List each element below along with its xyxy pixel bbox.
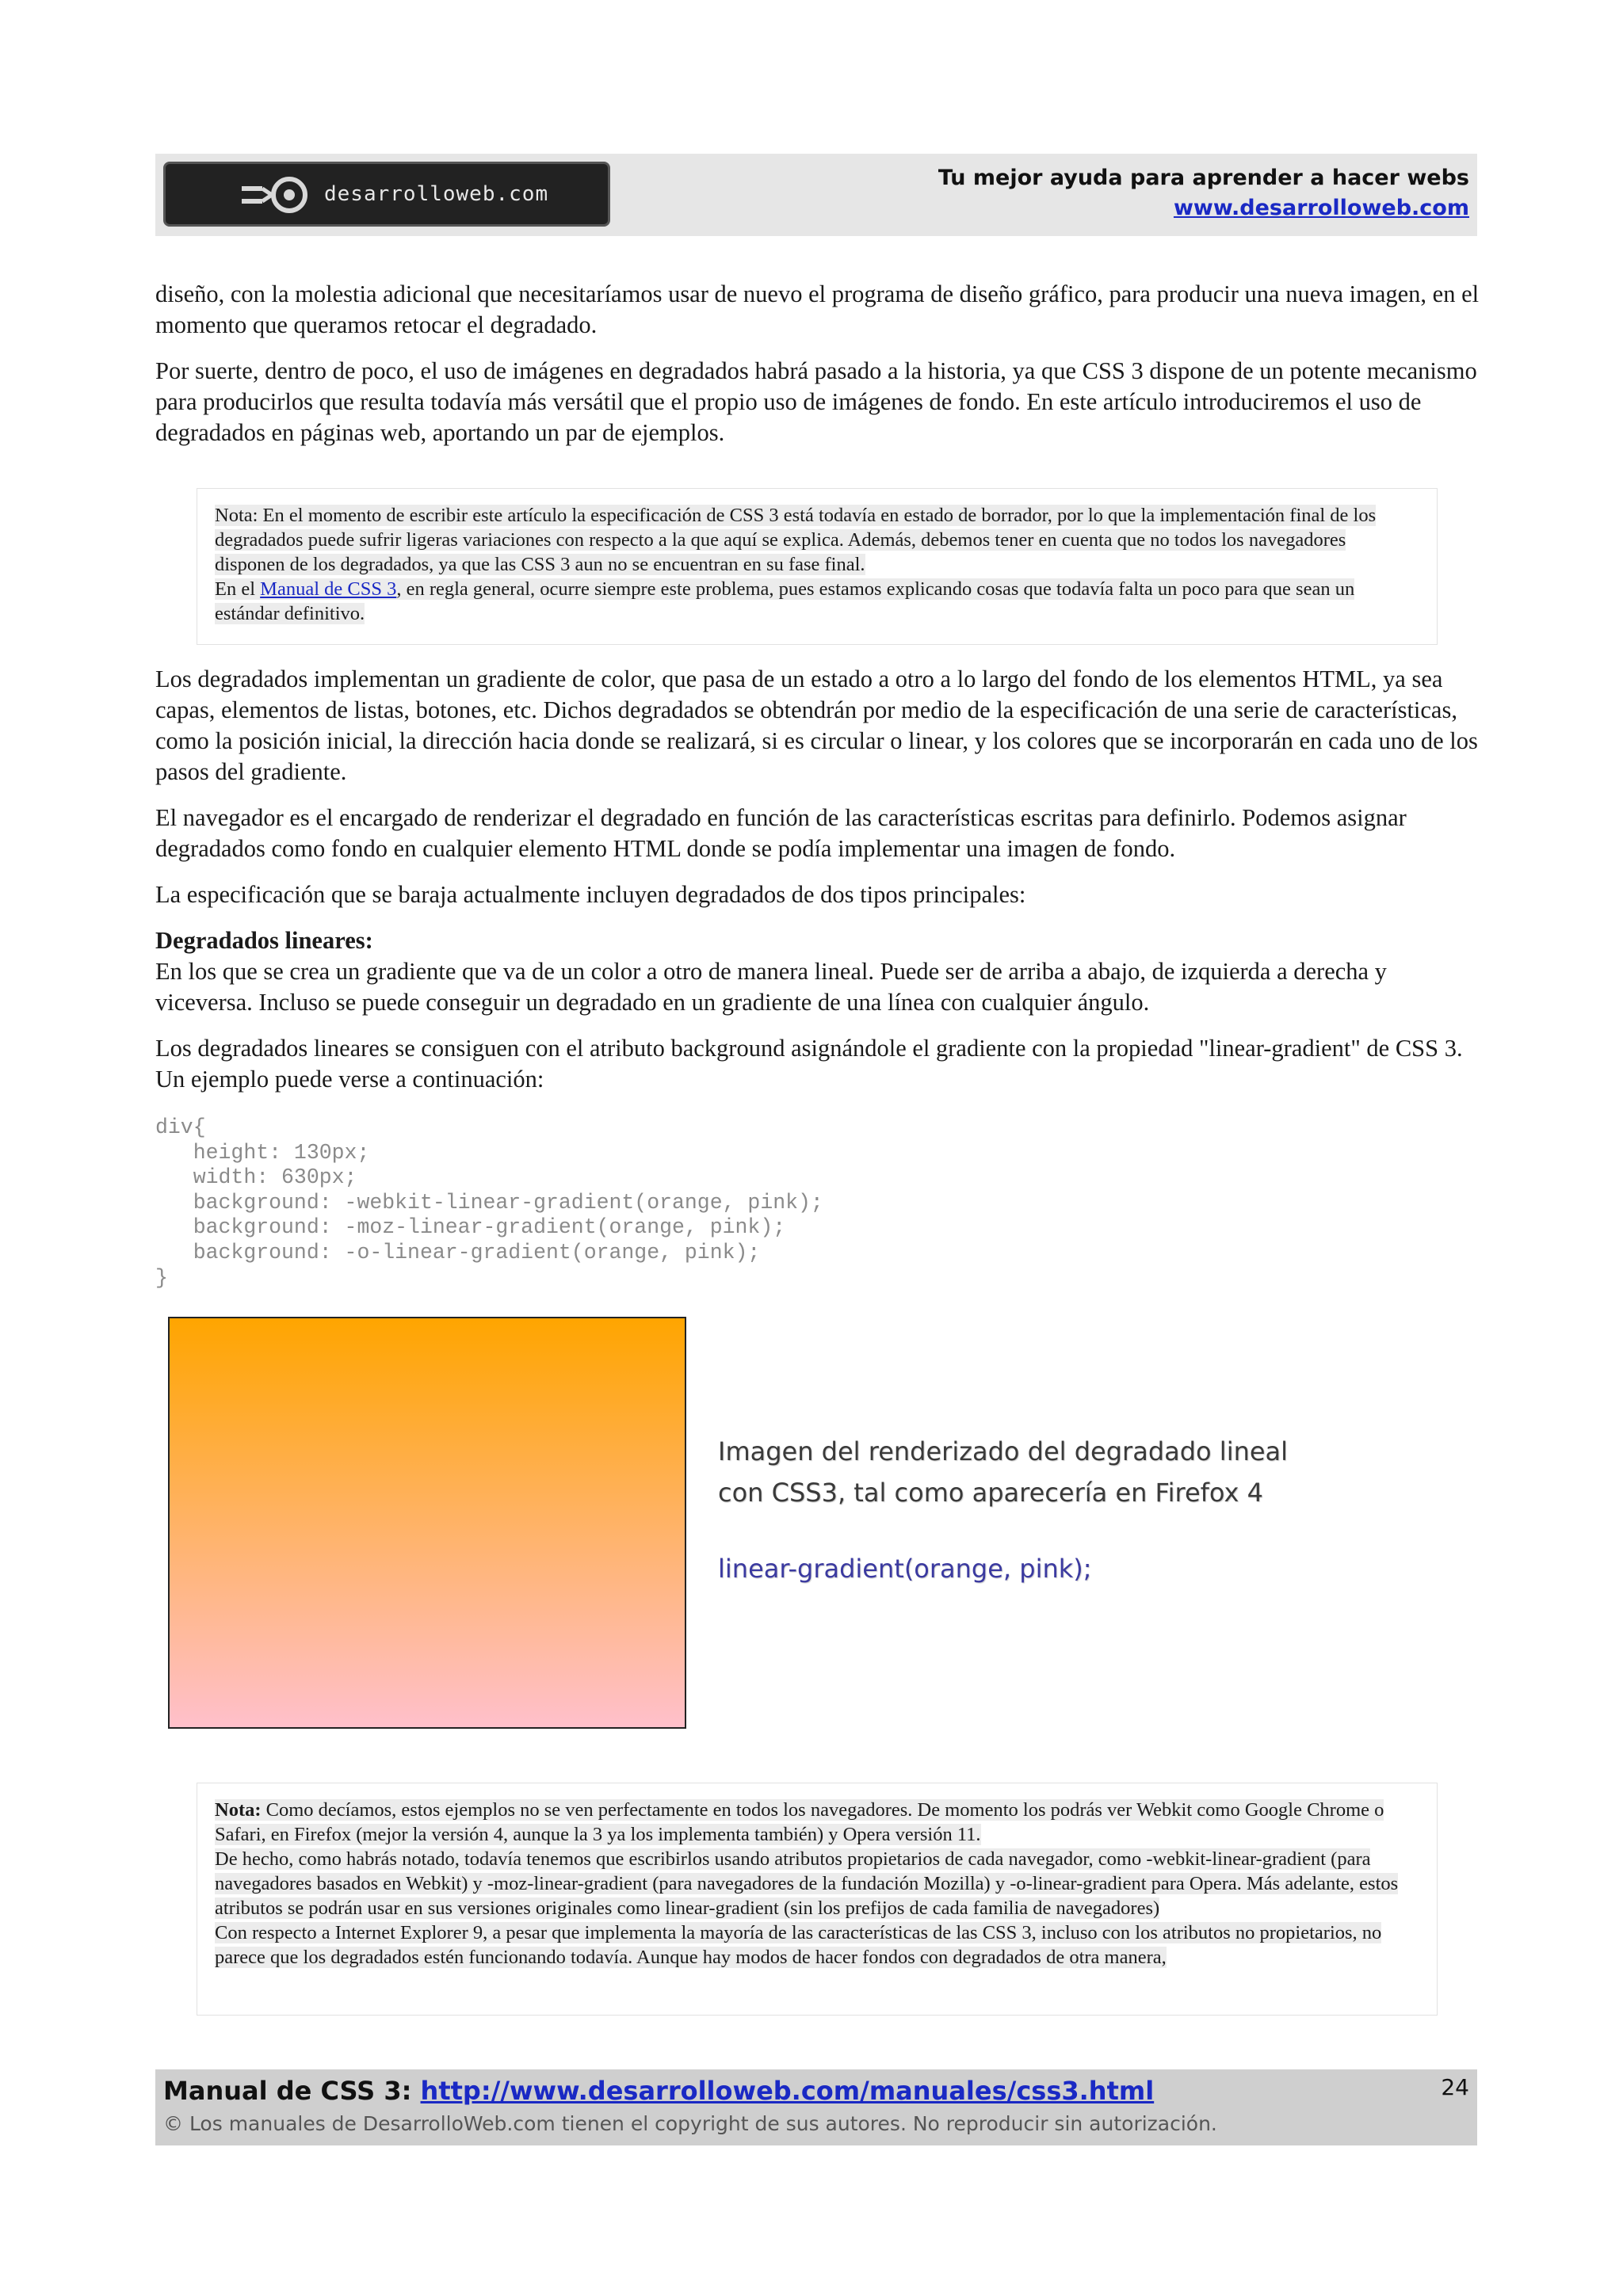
paragraph-7: Los degradados lineares se consiguen con el atributo background asignándole el gradiente con la propiedad "linear-gradient" de CSS 3. Un ejemplo puede verse a continuación: <box>155 1035 1463 1093</box>
caption-code: linear-gradient(orange, pink); <box>718 1554 1092 1584</box>
note-box-draft <box>197 488 1438 645</box>
figure-caption <box>718 1431 1288 1589</box>
note-text: Como decíamos, estos ejemplos no se ven perfectamente en todos los navegadores. De momento los podrás ver Webkit como Google Chrome o Safari, en Firefox (mejor la versión 4, aunque la 3 ya los implementa también) y Opera versión 11. <box>215 1799 1384 1845</box>
footer-manual-label: Manual de CSS 3: <box>163 2076 421 2106</box>
paragraph-3: Los degradados implementan un gradiente de color, que pasa de un estado a otro a lo largo del fondo de los elementos HTML, ya sea capas, elementos de listas, botones, etc. Dichos degradados se obtendrán por medio de la especificación de una serie de características, como la posición inicial, la dirección hacia donde se realizará, si es circular o linear, y los colores que se incorporarán en cada uno de los pasos del gradiente. <box>155 666 1478 785</box>
note-text: Con respecto a Internet Explorer 9, a pesar que implementa la mayoría de las características de las CSS 3, incluso con los atributos no propietarios, no parece que los degradados estén funcionando todavía. Aunque hay modos de hacer fondos con degradados de otra manera, <box>215 1922 1382 1968</box>
subheading-linear: Degradados lineares: <box>155 927 373 954</box>
gradient-preview-image <box>168 1317 686 1729</box>
page-header <box>155 154 1477 236</box>
logo-icon <box>240 175 310 215</box>
paragraph-2: Por suerte, dentro de poco, el uso de imágenes en degradados habrá pasado a la historia, ya que CSS 3 dispone de un potente mecanismo para producirlos que resulta todavía más versátil que el propio uso de imágenes de fondo. En este artículo introduciremos el uso de degradados en páginas web, aportando un par de ejemplos. <box>155 357 1477 446</box>
paragraph-6: En los que se crea un gradiente que va de un color a otro de manera lineal. Puede ser de arriba a abajo, de izquierda a derecha y viceversa. Incluso se puede conseguir un degradado en un gradiente de una línea con cualquier ángulo. <box>155 958 1387 1016</box>
caption-line-1: Imagen del renderizado del degradado lineal <box>718 1436 1289 1466</box>
site-logo[interactable] <box>163 162 610 227</box>
note-text-prefix: En el <box>215 578 261 600</box>
footer-manual-link[interactable]: http://www.desarrolloweb.com/manuales/css3.html <box>420 2076 1155 2106</box>
header-tagline <box>938 163 1469 223</box>
code-sample: div{ height: 130px; width: 630px; background: -webkit-linear-gradient(orange, pink); background: -moz-linear-gradient(orange, pink); background: -o-linear-gradient(orange, pink); } <box>155 1116 823 1290</box>
note-text: De hecho, como habrás notado, todavía tenemos que escribirlos usando atributos propietarios de cada navegador, como -webkit-linear-gradient (para navegadores basados en Webkit) y -moz-linear-gradient (para navegadores de la fundación Mozilla) y -o-linear-gradient para Opera. Más adelante, estos atributos se podrán usar en sus versiones originales como linear-gradient (sin los prefijos de cada familia de navegadores) <box>215 1848 1399 1919</box>
note-text: Nota: En el momento de escribir este artículo la especificación de CSS 3 está todavía en estado de borrador, por lo que la implementación final de los degradados puede sufrir ligeras variaciones con respecto a la que aquí se explica. Además, debemos tener en cuenta que no todos los navegadores disponen de los degradados, ya que las CSS 3 aun no se encuentran en su fase final. <box>215 505 1377 575</box>
note-label: Nota: <box>215 1799 262 1821</box>
tagline-text: Tu mejor ayuda para aprender a hacer webs <box>938 166 1469 190</box>
note-text-suffix: , en regla general, ocurre siempre este problema, pues estamos explicando cosas que todavía falta un poco para que sean un estándar definitivo. <box>215 578 1355 624</box>
paragraph-5: La especificación que se baraja actualmente incluyen degradados de dos tipos principales: <box>155 881 1026 908</box>
paragraph-4: El navegador es el encargado de renderizar el degradado en función de las características escritas para definirlo. Podemos asignar degradados como fondo en cualquier elemento HTML donde se podía implementar una imagen de fondo. <box>155 804 1407 862</box>
logo-text: desarrolloweb.com <box>324 182 549 206</box>
page-number: 24 <box>1441 2074 1469 2100</box>
paragraph-1: diseño, con la molestia adicional que necesitaríamos usar de nuevo el programa de diseño gráfico, para producir una nueva imagen, en el momento que queramos retocar el degradado. <box>155 280 1480 338</box>
page-footer <box>155 2069 1477 2145</box>
footer-copyright: © Los manuales de DesarrolloWeb.com tienen el copyright de sus autores. No reproducir sin autorización. <box>163 2112 1217 2135</box>
note-box-browsers <box>197 1783 1438 2016</box>
site-url-link[interactable]: www.desarrolloweb.com <box>1173 196 1469 220</box>
manual-css3-link[interactable]: Manual de CSS 3 <box>260 578 397 600</box>
footer-manual <box>163 2076 1154 2106</box>
caption-line-2: con CSS3, tal como aparecería en Firefox 4 <box>718 1478 1263 1508</box>
